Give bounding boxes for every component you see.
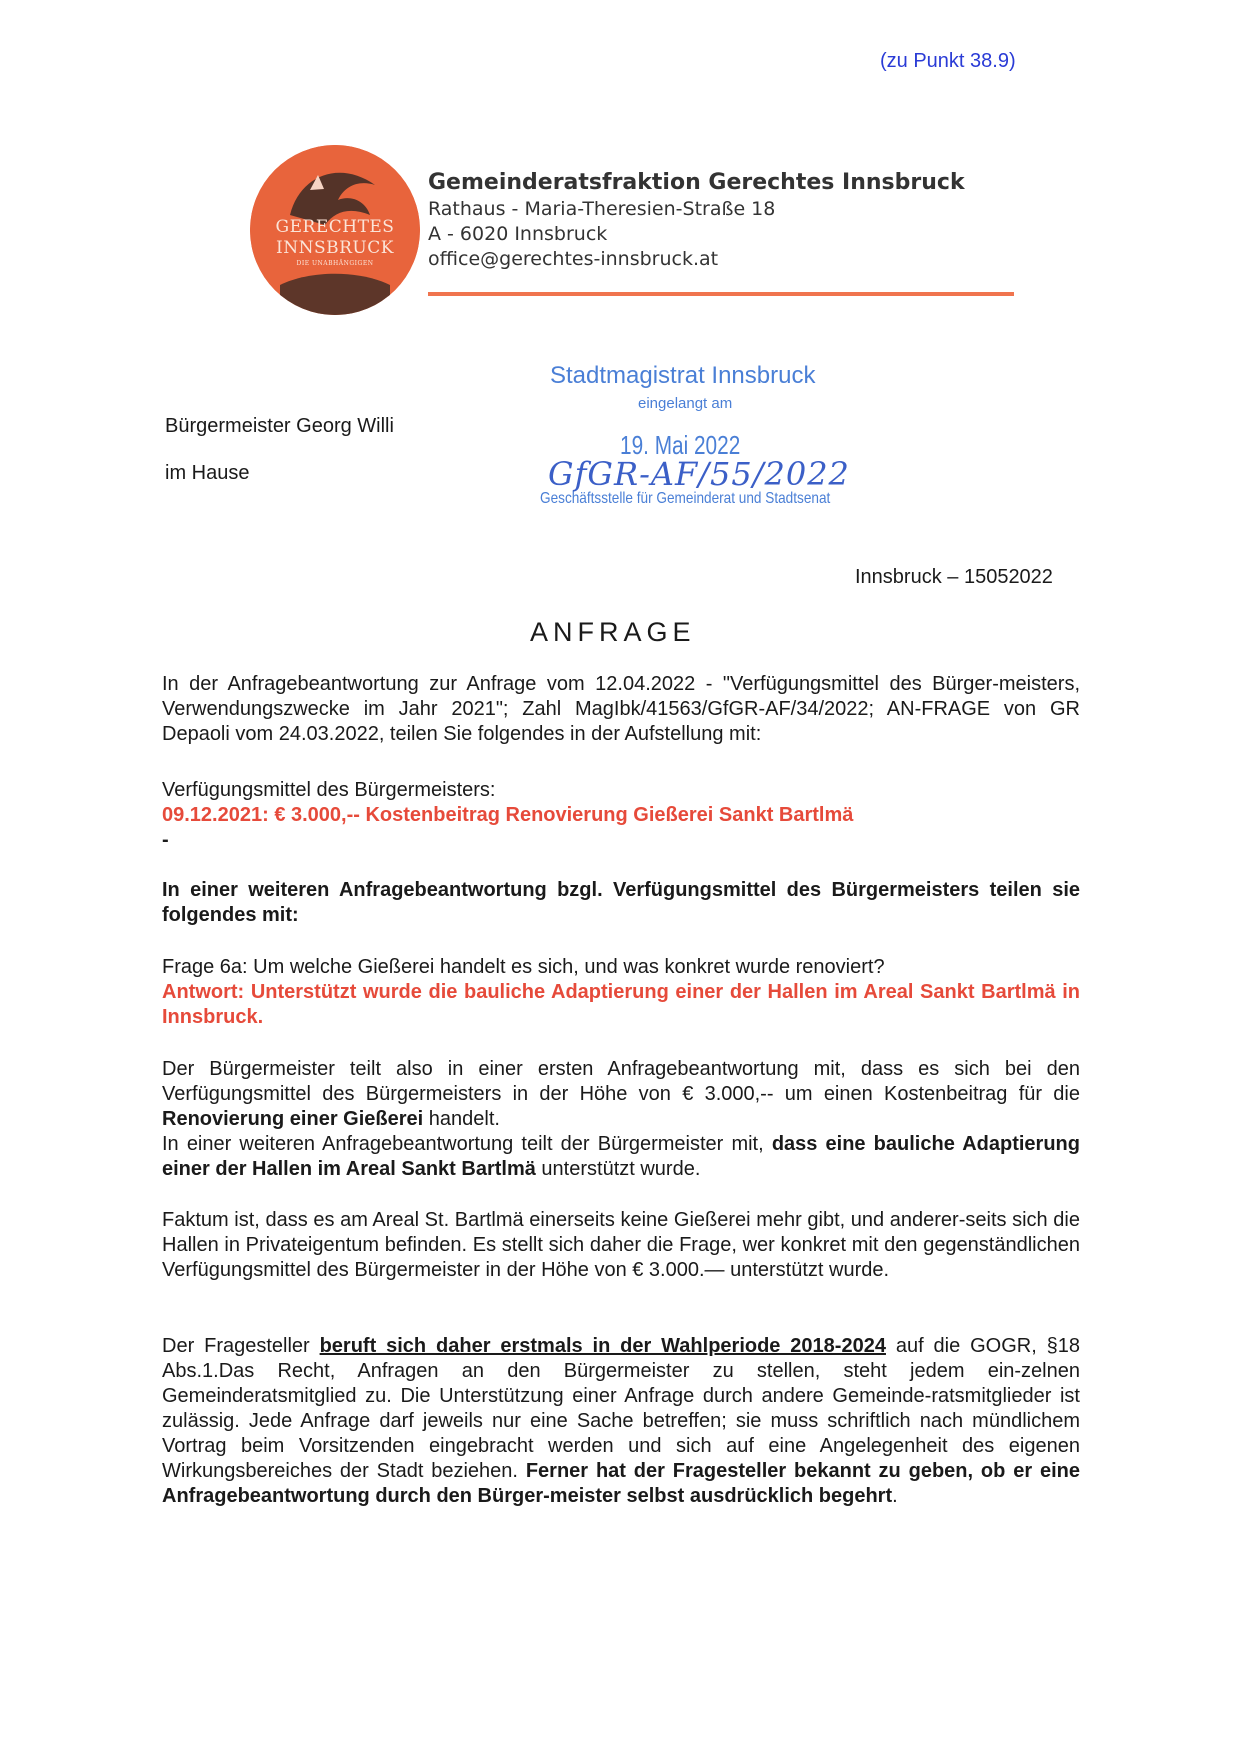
stamp-date: 19. Mai 2022 <box>620 430 741 460</box>
letterhead-block <box>428 170 965 270</box>
recipient-name: Bürgermeister Georg Willi <box>165 415 394 437</box>
org-address-city: A - 6020 Innsbruck <box>428 223 608 245</box>
legal-period: . <box>892 1485 898 1507</box>
list-dash: - <box>162 829 169 851</box>
logo-text-innsbruck: INNSBRUCK <box>276 238 394 258</box>
paragraph-list <box>162 778 1080 853</box>
legal-text-a: Der Fragesteller <box>162 1335 310 1357</box>
legal-bold-underlined: beruft sich daher erstmals in der Wahlperiode 2018-2024 <box>319 1335 886 1357</box>
summary-text-d: In einer weiteren Anfragebeantwortung teilt der Bürgermeister mit, <box>162 1133 764 1155</box>
org-email: office@gerechtes-innsbruck.at <box>428 248 719 270</box>
page-title: ANFRAGE <box>530 617 696 647</box>
date-line: Innsbruck – 15052022 <box>855 566 1053 588</box>
paragraph-question <box>162 955 1080 1030</box>
summary-text-f: unterstützt wurde. <box>541 1158 701 1180</box>
reference-note: (zu Punkt 38.9) <box>880 50 1016 72</box>
paragraph-legal-basis <box>162 1334 1080 1509</box>
logo-text-tagline: DIE UNABHÄNGIGEN <box>296 260 374 267</box>
summary-text-c: handelt. <box>428 1108 500 1130</box>
legal-bold-request: Ferner hat der Fragesteller bekannt zu geben, ob er eine Anfragebeantwortung durch den Bürger-meister selbst ausdrücklich begehrt <box>162 1460 1080 1507</box>
stamp-title: Stadtmagistrat Innsbruck <box>550 362 816 389</box>
legal-text-c: auf die GOGR, §18 Abs.1.Das Recht, Anfragen an den Bürgermeister zu stellen, steht jedem ein-zelnen Gemeinderatsmitglied zu. Die Unterstützung einer Anfrage durch andere Gemeinde-ratsmitglieder ist zulässig. Jede Anfrage darf jeweils nur eine Sache betreffen; sie muss schriftlich nach mündlichem Vortrag beim Vorsitzenden eingebracht werden und sich auf eine Angelegenheit des eigenen Wirkungsbereiches der Stadt beziehen. <box>162 1335 1081 1482</box>
paragraph-facts: Faktum ist, dass es am Areal St. Bartlmä einerseits keine Gießerei mehr gibt, und anderer-seits sich die Hallen in Privateigentum befinden. Es stellt sich daher die Frage, wer konkret mit den gegenständlichen Verfügungsmittel des Bürgermeister in der Höhe von € 3.000.— unterstützt wurde. <box>162 1209 1080 1281</box>
list-item-highlight: 09.12.2021: € 3.000,-- Kostenbeitrag Renovierung Gießerei Sankt Bartlmä <box>162 804 854 826</box>
org-address-street: Rathaus - Maria-Theresien-Straße 18 <box>428 198 776 220</box>
question-text: Frage 6a: Um welche Gießerei handelt es sich, und was konkret wurde renoviert? <box>162 956 885 978</box>
letterhead-divider <box>428 292 1014 296</box>
logo-text-gerechtes: GERECHTES <box>275 217 395 237</box>
answer-text: Antwort: Unterstützt wurde die bauliche Adaptierung einer der Hallen im Areal Sankt Bartlmä in Innsbruck. <box>162 981 1080 1028</box>
stamp-handwritten-number: GfGR-AF/55/2022 <box>548 455 850 493</box>
stamp-received-label: eingelangt am <box>638 395 733 412</box>
party-logo <box>250 145 420 315</box>
org-name: Gemeinderatsfraktion Gerechtes Innsbruck <box>428 170 965 195</box>
list-label: Verfügungsmittel des Bürgermeisters: <box>162 779 496 801</box>
summary-bold-renovation: Renovierung einer Gießerei <box>162 1108 424 1130</box>
summary-bold-adaptation: dass eine bauliche Adaptierung einer der Hallen im Areal Sankt Bartlmä <box>162 1133 1080 1180</box>
paragraph-intro: In der Anfragebeantwortung zur Anfrage vom 12.04.2022 - "Verfügungsmittel des Bürger-meisters, Verwendungszwecke im Jahr 2021"; Zahl MagIbk/41563/GfGR-AF/34/2022; AN-FRAGE von GR Depaoli vom 24.03.2022, teilen Sie folgendes in der Aufstellung mit: <box>162 673 1080 745</box>
paragraph-further-answer: In einer weiteren Anfragebeantwortung bzgl. Verfügungsmittel des Bürgermeisters teilen sie folgendes mit: <box>162 879 1080 926</box>
stamp-footer: Geschäftsstelle für Gemeinderat und Stadtsenat <box>540 490 831 507</box>
paragraph-summary <box>162 1057 1080 1182</box>
recipient-location: im Hause <box>165 462 250 484</box>
summary-text-a: Der Bürgermeister teilt also in einer ersten Anfragebeantwortung mit, dass es sich bei den Verfügungsmittel des Bürgermeisters in der Höhe von € 3.000,-- um einen Kostenbeitrag für die <box>162 1058 1080 1105</box>
